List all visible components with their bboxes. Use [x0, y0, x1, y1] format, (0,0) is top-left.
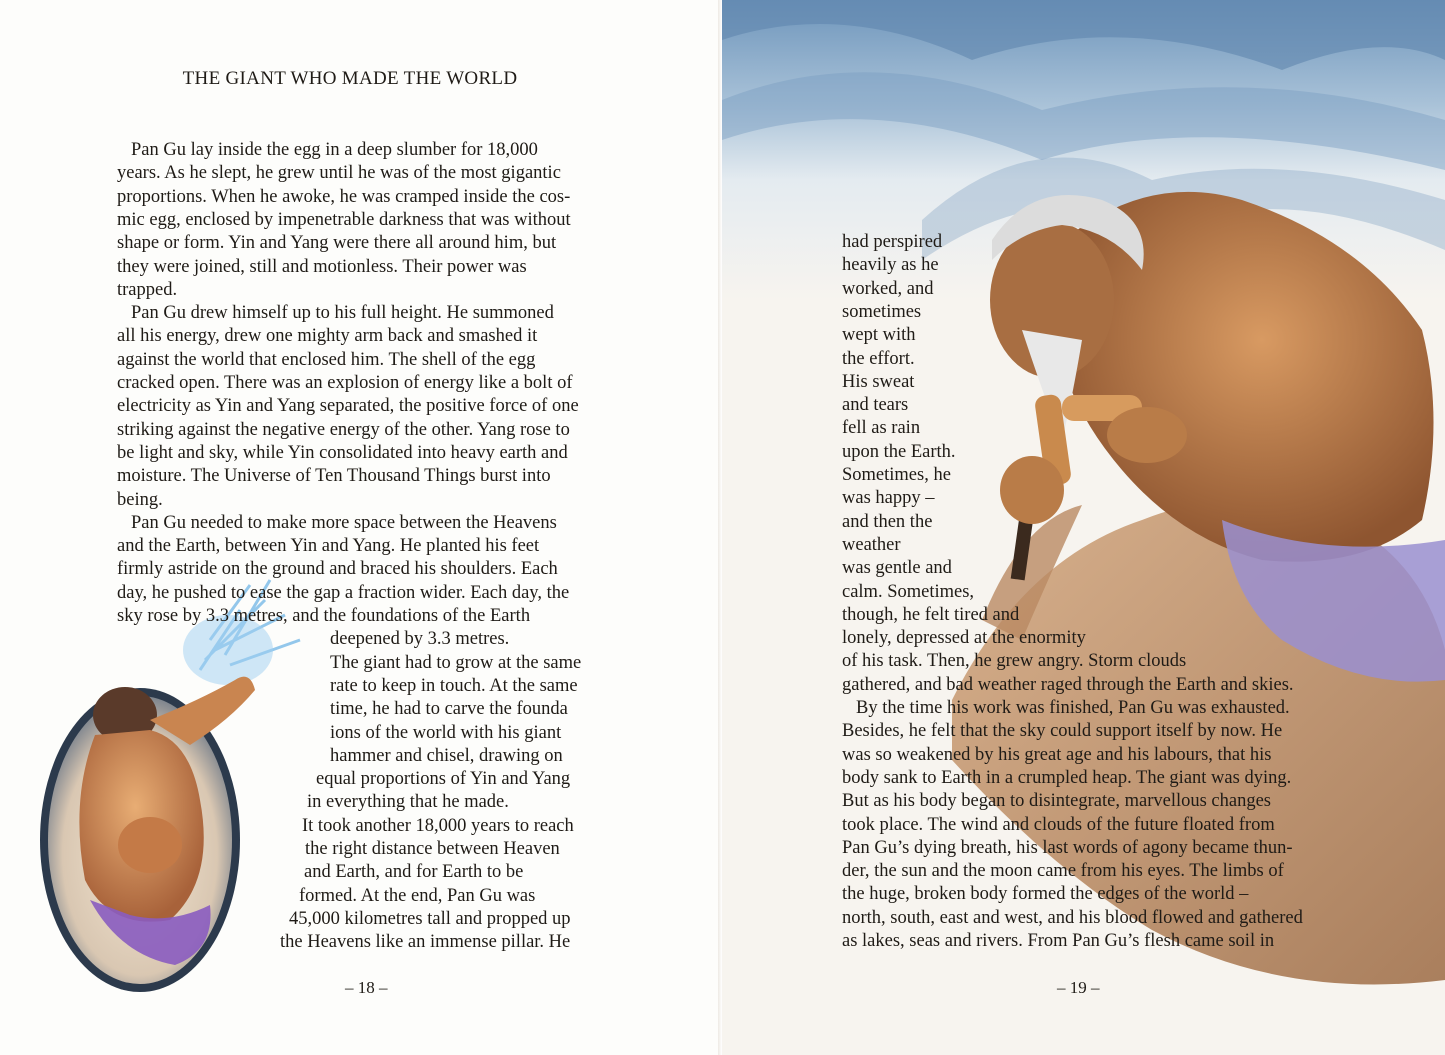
text-line: Pan Gu lay inside the egg in a deep slumber for 18,000: [131, 140, 538, 160]
text-line: Pan Gu’s dying breath, his last words of agony became thun-: [842, 837, 1293, 858]
text-line: hammer and chisel, drawing on: [330, 745, 563, 766]
text-line: being.: [117, 489, 163, 510]
text-line: deepened by 3.3 metres.: [330, 629, 510, 650]
text-line: lonely, depressed at the enormity: [842, 628, 1086, 649]
text-line: they were joined, still and motionless. Their power was: [117, 256, 527, 277]
text-line: moisture. The Universe of Ten Thousand Things burst into: [117, 466, 551, 487]
text-line: calm. Sometimes,: [842, 581, 975, 602]
text-line: be light and sky, while Yin consolidated into heavy earth and: [117, 442, 568, 463]
text-line: worked, and: [842, 278, 934, 299]
running-head: THE GIANT WHO MADE THE WORLD: [182, 68, 518, 89]
text-line: Pan Gu needed to make more space between the Heavens: [131, 512, 557, 533]
text-line: trapped.: [117, 279, 178, 300]
text-line: By the time his work was finished, Pan Gu was exhausted.: [856, 698, 1290, 718]
text-line: against the world that enclosed him. The shell of the egg: [117, 349, 536, 370]
text-line: body sank to Earth in a crumpled heap. The giant was dying.: [842, 767, 1292, 788]
text-line: sky rose by 3.3 metres, and the foundations of the Earth: [117, 606, 531, 626]
text-line: years. As he slept, he grew until he was of the most gigantic: [117, 163, 561, 184]
text-line: fell as rain: [842, 418, 921, 439]
text-line: sometimes: [842, 301, 922, 322]
text-line: was happy –: [842, 488, 935, 509]
text-line: and Earth, and for Earth to be: [304, 862, 524, 883]
page-number-right: – 19 –: [1057, 978, 1100, 997]
text-line: the effort.: [842, 348, 915, 369]
text-line: 45,000 kilometres tall and propped up: [289, 908, 571, 929]
text-line: had perspired: [842, 232, 943, 252]
text-line: and then the: [842, 511, 933, 532]
text-line: and tears: [842, 395, 909, 416]
text-line: equal proportions of Yin and Yang: [316, 769, 571, 790]
left-page: [0, 0, 722, 1055]
text-line: The giant had to grow at the same: [330, 652, 582, 673]
text-line: But as his body began to disintegrate, marvellous changes: [842, 791, 1272, 812]
text-line: in everything that he made.: [307, 792, 509, 813]
text-line: though, he felt tired and: [842, 604, 1020, 625]
text-line: firmly astride on the ground and braced his shoulders. Each: [117, 559, 558, 580]
text-line: ions of the world with his giant: [330, 722, 562, 743]
text-line: It took another 18,000 years to reach: [302, 815, 574, 836]
text-line: striking against the negative energy of the other. Yang rose to: [117, 419, 570, 440]
text-line: gathered, and bad weather raged through the Earth and skies.: [842, 674, 1294, 695]
text-line: His sweat: [842, 371, 915, 392]
text-line: the right distance between Heaven: [305, 839, 560, 859]
text-line: day, he pushed to ease the gap a fraction wider. Each day, the: [117, 582, 570, 603]
text-line: time, he had to carve the founda: [330, 699, 568, 720]
text-line: the huge, broken body formed the edges of the world –: [842, 884, 1249, 905]
text-line: electricity as Yin and Yang separated, the positive force of one: [117, 396, 579, 417]
text-line: heavily as he: [842, 255, 939, 276]
text-line: mic egg, enclosed by impenetrable darkness that was without: [117, 209, 571, 230]
text-line: and the Earth, between Yin and Yang. He planted his feet: [117, 536, 540, 557]
text-line: der, the sun and the moon came from his eyes. The limbs of: [842, 861, 1284, 882]
text-line: wept with: [842, 325, 916, 346]
text-line: Sometimes, he: [842, 465, 951, 485]
text-line: rate to keep in touch. At the same: [330, 675, 578, 696]
text-line: shape or form. Yin and Yang were there all around him, but: [117, 233, 557, 254]
right-page: [722, 0, 1445, 1055]
text-line: upon the Earth.: [842, 441, 956, 462]
text-line: the Heavens like an immense pillar. He: [280, 932, 571, 953]
text-line: Besides, he felt that the sky could support itself by now. He: [842, 721, 1283, 742]
text-line: took place. The wind and clouds of the future floated from: [842, 814, 1275, 835]
text-line: weather: [842, 534, 901, 555]
text-line: proportions. When he awoke, he was cramped inside the cos-: [117, 186, 571, 207]
text-line: formed. At the end, Pan Gu was: [299, 885, 536, 906]
text-line: all his energy, drew one mighty arm back and smashed it: [117, 326, 538, 347]
text-line: cracked open. There was an explosion of energy like a bolt of: [117, 373, 573, 393]
text-line: north, south, east and west, and his blood flowed and gathered: [842, 907, 1303, 928]
page-number-left: – 18 –: [345, 978, 388, 997]
text-line: of his task. Then, he grew angry. Storm clouds: [842, 651, 1187, 672]
text-line: Pan Gu drew himself up to his full height. He summoned: [131, 303, 554, 324]
text-line: was gentle and: [842, 558, 952, 579]
text-line: was so weakened by his great age and his labours, that his: [842, 744, 1272, 765]
text-line: as lakes, seas and rivers. From Pan Gu’s flesh came soil in: [842, 931, 1275, 951]
